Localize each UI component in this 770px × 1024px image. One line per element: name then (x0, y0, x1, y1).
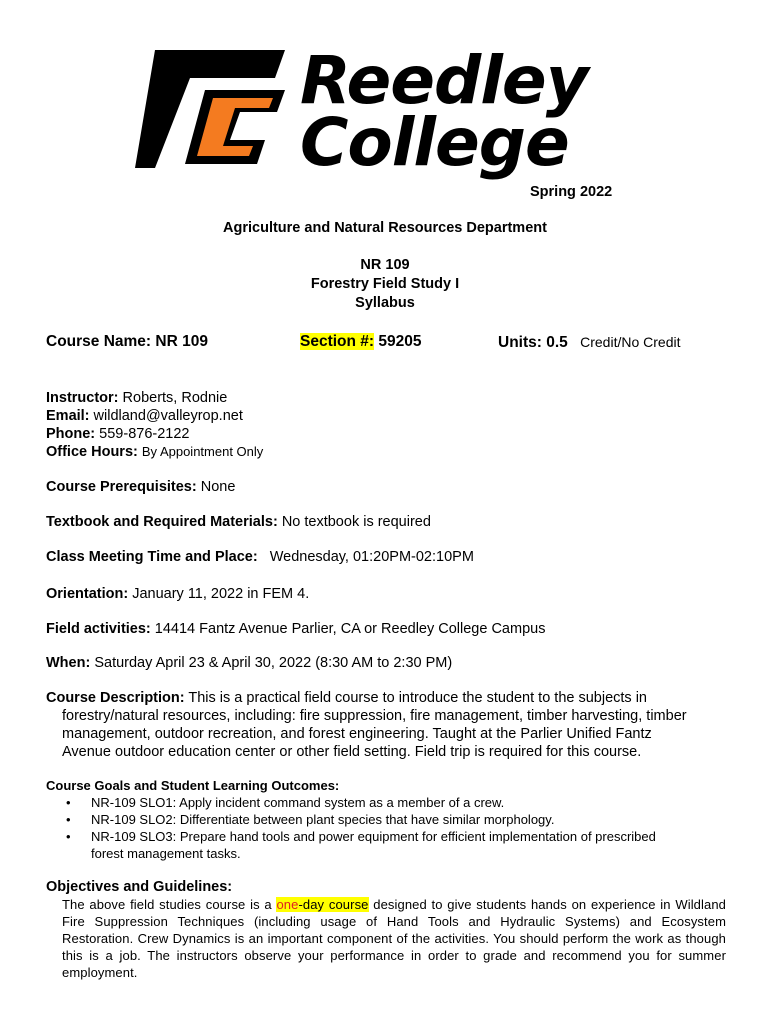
objectives-text-end: designed to give students hands on experience in Wildland Fire Suppression Techniques (including usage of Hand Tools and Hydraulic Systems) and Ecosystem Restoration. Crew Dynamics is an important component of the activities. You should perform the work as though this is a job. The instructors observe your performance in order to grade and recommend you for summer employment. (62, 897, 726, 980)
goals-heading: Course Goals and Student Learning Outcomes: (46, 778, 340, 793)
objectives (46, 878, 726, 981)
description-line-2: forestry/natural resources, including: fire suppression, fire management, timber harvesting, timber (62, 708, 687, 724)
description-line-3: management, outdoor recreation, and forest engineering. Taught at the Parlier Unified Fantz (62, 726, 652, 742)
textbook-row (46, 513, 431, 531)
office-hours-label: Office Hours: (46, 444, 138, 460)
course-description (46, 689, 736, 761)
term: Spring 2022 (530, 184, 613, 200)
objectives-highlight-word: one (276, 897, 299, 912)
phone-value: 559-876-2122 (99, 426, 190, 442)
logo-line-2: College (300, 104, 569, 181)
meeting-label: Class Meeting Time and Place: (46, 549, 258, 565)
when-label: When: (46, 655, 91, 671)
instructor-label: Instructor: (46, 390, 119, 406)
description-label: Course Description: (46, 690, 185, 706)
email-value[interactable]: wildland@valleyrop.net (93, 408, 243, 424)
email-label: Email: (46, 408, 90, 424)
prerequisites-row (46, 478, 235, 496)
course-name-label: Course Name: (46, 333, 152, 350)
objectives-heading: Objectives and Guidelines: (46, 879, 233, 895)
course-name-row (46, 333, 208, 351)
course-name-value: NR 109 (155, 333, 208, 350)
office-hours-row (46, 443, 263, 461)
email-row (46, 407, 243, 425)
section-value: 59205 (378, 333, 422, 350)
units-label: Units: (498, 334, 542, 351)
goal-item: • NR-109 SLO1: Apply incident command system as a member of a crew. (46, 794, 736, 811)
phone-label: Phone: (46, 426, 96, 442)
instructor-value: Roberts, Rodnie (122, 390, 228, 406)
goal-item-continuation: forest management tasks. (91, 846, 241, 861)
section-row (300, 333, 422, 351)
meeting-row (46, 548, 474, 566)
orientation-label: Orientation: (46, 586, 129, 602)
when-row (46, 654, 452, 672)
goal-item: • NR-109 SLO2: Differentiate between plant species that have similar morphology. (46, 811, 736, 828)
rc-emblem-icon (135, 40, 305, 180)
when-value: Saturday April 23 & April 30, 2022 (8:30 AM to 2:30 PM) (94, 655, 453, 671)
objectives-text-start: The above field studies course is a (62, 897, 277, 912)
instructor-row (46, 389, 227, 407)
description-line-4: Avenue outdoor education center or other field setting. Field trip is required for this course. (62, 744, 642, 760)
goal-item: • NR-109 SLO3: Prepare hand tools and power equipment for efficient implementation of prescribed (46, 828, 736, 845)
objectives-paragraph (46, 896, 726, 981)
field-activities-value: 14414 Fantz Avenue Parlier, CA or Reedley College Campus (154, 621, 546, 637)
section-label: Section #: (300, 333, 375, 350)
prerequisites-label: Course Prerequisites: (46, 479, 197, 495)
document-type: Syllabus (355, 295, 415, 311)
orientation-value: January 11, 2022 in FEM 4. (132, 586, 310, 602)
office-hours-value: By Appointment Only (141, 444, 264, 459)
course-goals (46, 778, 736, 862)
grading-basis: Credit/No Credit (580, 334, 681, 350)
units-value: 0.5 (546, 334, 568, 351)
field-activities-label: Field activities: (46, 621, 151, 637)
goals-list (46, 794, 736, 845)
logo-line-1: Reedley (300, 42, 588, 119)
prerequisites-value: None (200, 479, 236, 495)
textbook-value: No textbook is required (281, 514, 431, 530)
meeting-value: Wednesday, 01:20PM-02:10PM (269, 549, 474, 565)
units-row (498, 333, 680, 352)
field-activities-row (46, 620, 545, 638)
phone-row (46, 425, 189, 443)
textbook-label: Textbook and Required Materials: (46, 514, 278, 530)
course-code: NR 109 (360, 257, 410, 273)
course-title: Forestry Field Study I (310, 276, 460, 292)
college-logo (135, 40, 665, 180)
orientation-row (46, 585, 309, 603)
description-line-1: This is a practical field course to introduce the student to the subjects in (188, 690, 647, 706)
department-name: Agriculture and Natural Resources Department (223, 220, 547, 236)
objectives-highlight-rest: -day course (298, 897, 369, 912)
